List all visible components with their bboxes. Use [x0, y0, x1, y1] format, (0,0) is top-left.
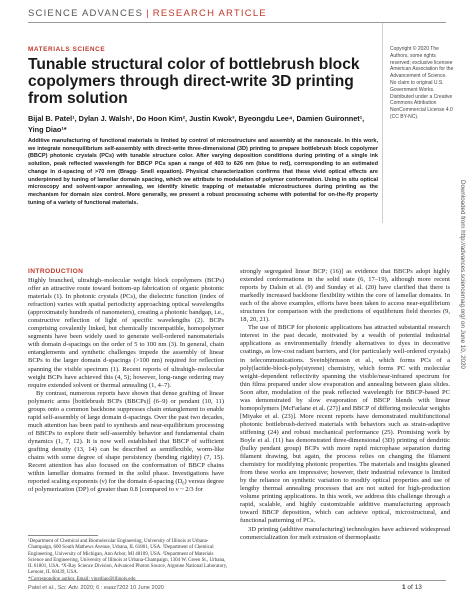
abstract: Additive manufacturing of functional materials is limited by control of microstructure and assembly at the nanoscale. In this work, we integrate nonequilibrium self-assembly with direct-write three-dimensional (3D) printing to prepare bottlebrush block copolymer (BBCP) photonic crystals (PCs) with tunable structure color. After varying deposition conditions during printing of a single ink solution, peak reflected wavelength for BBCP PCs span a range of 403 to 626 nm (blue to red), corresponding to an estimated change in d-spacing of >70 nm (Bragg- Snell equation). Physical characterization confirms that these vivid optical effects are underpinned by tuning of lamellar domain spacing, which we attribute to modulation of polymer conformation. Using in situ optical microscopy and solvent-vapor annealing, we identify kinetic trapping of metastable microstructures during printing as the mechanism for domain size control. More generally, we present a robust processing scheme with potential for on-the-fly property tuning of a variety of functional materials. — [28, 138, 378, 206]
subject-category: MATERIALS SCIENCE — [28, 46, 106, 53]
citation-details: 2020; 6 : eaaz7202 10 June 2020 — [79, 585, 164, 591]
citation-authors: Patel et al., — [28, 585, 58, 591]
affiliation-text: ¹Department of Chemical and Biomolecular Engineering, University of Illinois at Urbana-Champaign, 600 South Mathews Avenue, Urbana, IL 61801, USA. ²Department of Chemical Engineering, University of Michigan, Ann Arbor, MI 48109, USA. ³Department of Materials Science and Engineering, University of Illinois at Urbana-Champaign, 1304 W. Green St., Urbana, IL 61801, USA. ⁴X-Ray Science Division, Advanced Photon Source, Argonne National Laboratory, Lemont, IL 60439, USA. — [28, 539, 228, 576]
page-number — [402, 584, 422, 591]
header-rule — [28, 22, 446, 23]
section-heading-introduction: INTRODUCTION — [28, 268, 84, 275]
body-paragraph: By contrast, numerous reports have shown that dense grafting of linear polymeric arms [bottlebrush BCPs (BBCPs)] (6–9) or pendant (10, 11) groups onto a common backbone suppresses chain entanglement to enable rapid self-assembly of large domain d-spacings. Over the past two decades, much attention has been paid to synthesis and near-equilibrium processing of BBCPs to explore their self-assembly behavior and fundamental chain dynamics (1, 7, 12). It is now well established that BBCP of sufficient grafting density (13, 14) can be described as semiflexible, worm-like chains with some degree of shape persistency (bending rigidity) (7, 15). Recent attention has also focused on the conformation of BBCP chains within lamellar domains formed in the solid phase. Investigations have reported scaling exponents (ν) for the domain d-spacing (D₀) versus degree of polymerization (DP) of greater than 0.8 [compared to ν ~ 2/3 for — [28, 389, 224, 494]
body-paragraph: Highly branched, ultrahigh–molecular weight block copolymers (BCPs) offer an attractive route toward bottom-up fabrication of organic photonic materials (1). In photonic crystals (PCs), the dielectric function (index of refraction) varies with spatial periodicity approaching optical wavelengths (approximately hundreds of nanometers), creating a photonic bandgap, i.e., constructive reflection of light of specific wavelengths (2). BCPs comprising covalently linked, but chemically incompatible, homopolymer segments have been widely used to generate well-ordered nanomaterials with domain d-spacings on the order of 5 to 100 nm (3). In general, chain entanglements and synthetic challenges impede the assembly of linear BCPs to the larger domain d-spacings (>100 nm) required for reflection spanning the visible spectrum (1). Recent reports of ultrahigh–molecular weight BCPs have achieved this (4, 5); however, long-range ordering may require extended solvent or thermal annealing (1, 4–7). — [28, 277, 224, 389]
journal-header — [28, 8, 267, 19]
current-page: 1 — [402, 584, 406, 591]
citation-line — [28, 585, 164, 591]
article-section: RESEARCH ARTICLE — [152, 8, 267, 19]
article-title: Tunable structural color of bottlebrush block copolymers through direct-write 3D printing from solution — [28, 56, 360, 107]
total-pages: of 13 — [405, 584, 422, 591]
body-paragraph: strongly segregated linear BCP; (16)] as evidence that BBCPs adopt highly extended conformations in the solid state (6, 17–19), although more recent reports by Dalsin et al. (9) and Sunday et al. (20) have clarified that there is markedly increased backbone flexibility within the core of lamellar domains. In each of the above examples, efforts have been taken to access near-equilibrium structures for comparison with the predictions of equilibrium field theories (9, 18, 20, 21). — [240, 268, 450, 324]
author-list: Bijal B. Patel¹, Dylan J. Walsh¹, Do Hoon Kim², Justin Kwok³, Byeongdu Lee⁴, Damien Guironnet¹, Ying Diao¹* — [28, 114, 365, 134]
download-watermark — [456, 180, 470, 600]
footnote-rule — [28, 535, 98, 536]
header-separator: | — [146, 8, 150, 19]
journal-name: SCIENCE ADVANCES — [28, 8, 144, 19]
download-note: Downloaded from http://advances.sciencemag.org/ on June 10, 2020 — [459, 180, 466, 369]
sidebar-divider — [382, 23, 383, 223]
footer-rule — [28, 580, 446, 581]
body-column-right — [240, 268, 450, 542]
body-paragraph: The use of BBCP for photonic applications has attracted substantial research interest in the past decade, motivated by a wealth of potential industrial applications as environmentally friendly alternatives to dyes in decorative coatings, as low-cost radiant barriers, and (for particularly well-ordered crystals) in telecommunications. Sveinbjörnsson et al., which forms PCs of a poly(lactide-block-poly(styrene) chemistry, which forms PC with molecular weight–dependent reflectivity spanning the visible/near-infrared spectrum for thin films prepared under slow evaporation and annealing between glass slides. Soon after, modulation of the peak reflected wavelength for BBCP-based PC was demonstrated by slow evaporation of BBCP blends with linear homopolymers [McFarlane et al. (27)] and BBCP of differing molecular weights [Miyake et al. (23)]. More recent reports have demonstrated multifunctional photonic bottlebrush-derived materials with behaviors such as strain-adaptive stiffening (24) and robust mechanical performance (25). Promising work by Boyle et al. (11) has demonstrated three-dimensional (3D) printing of dendritic (bulky pendant group) BCPs with more rapid microphase separation during filament drawing, but again, the process relies on changing the filament chemistry for modifying photonic properties. The materials and insights gleaned from these works are impressive; however, their industrial relevance is limited by the reliance on synthetic variation to modify optical properties and use of lengthy thermal annealing processes that are not suited for high-production volume printing applications. In this work, we address this challenge through a rapid, scalable, and highly customizable additive manufacturing approach toward BBCP deposition, which can achieve optical, microstructural, and functional patterning of PCs. — [240, 324, 450, 525]
copyright-notice: Copyright © 2020 The Authors, some rights reserved; exclusive licensee American Association for the Advancement of Science. No claim to original U.S. Government Works. Distributed under a Creative Commons Attribution NonCommercial License 4.0 (CC BY-NC). — [390, 46, 454, 120]
citation-journal: Sci. Adv. — [57, 585, 79, 591]
body-paragraph: 3D printing (additive manufacturing) technologies have achieved widespread commercialization for melt extrusion of thermoplastic — [240, 525, 450, 541]
affiliations — [28, 539, 228, 583]
body-column-left — [28, 277, 224, 494]
